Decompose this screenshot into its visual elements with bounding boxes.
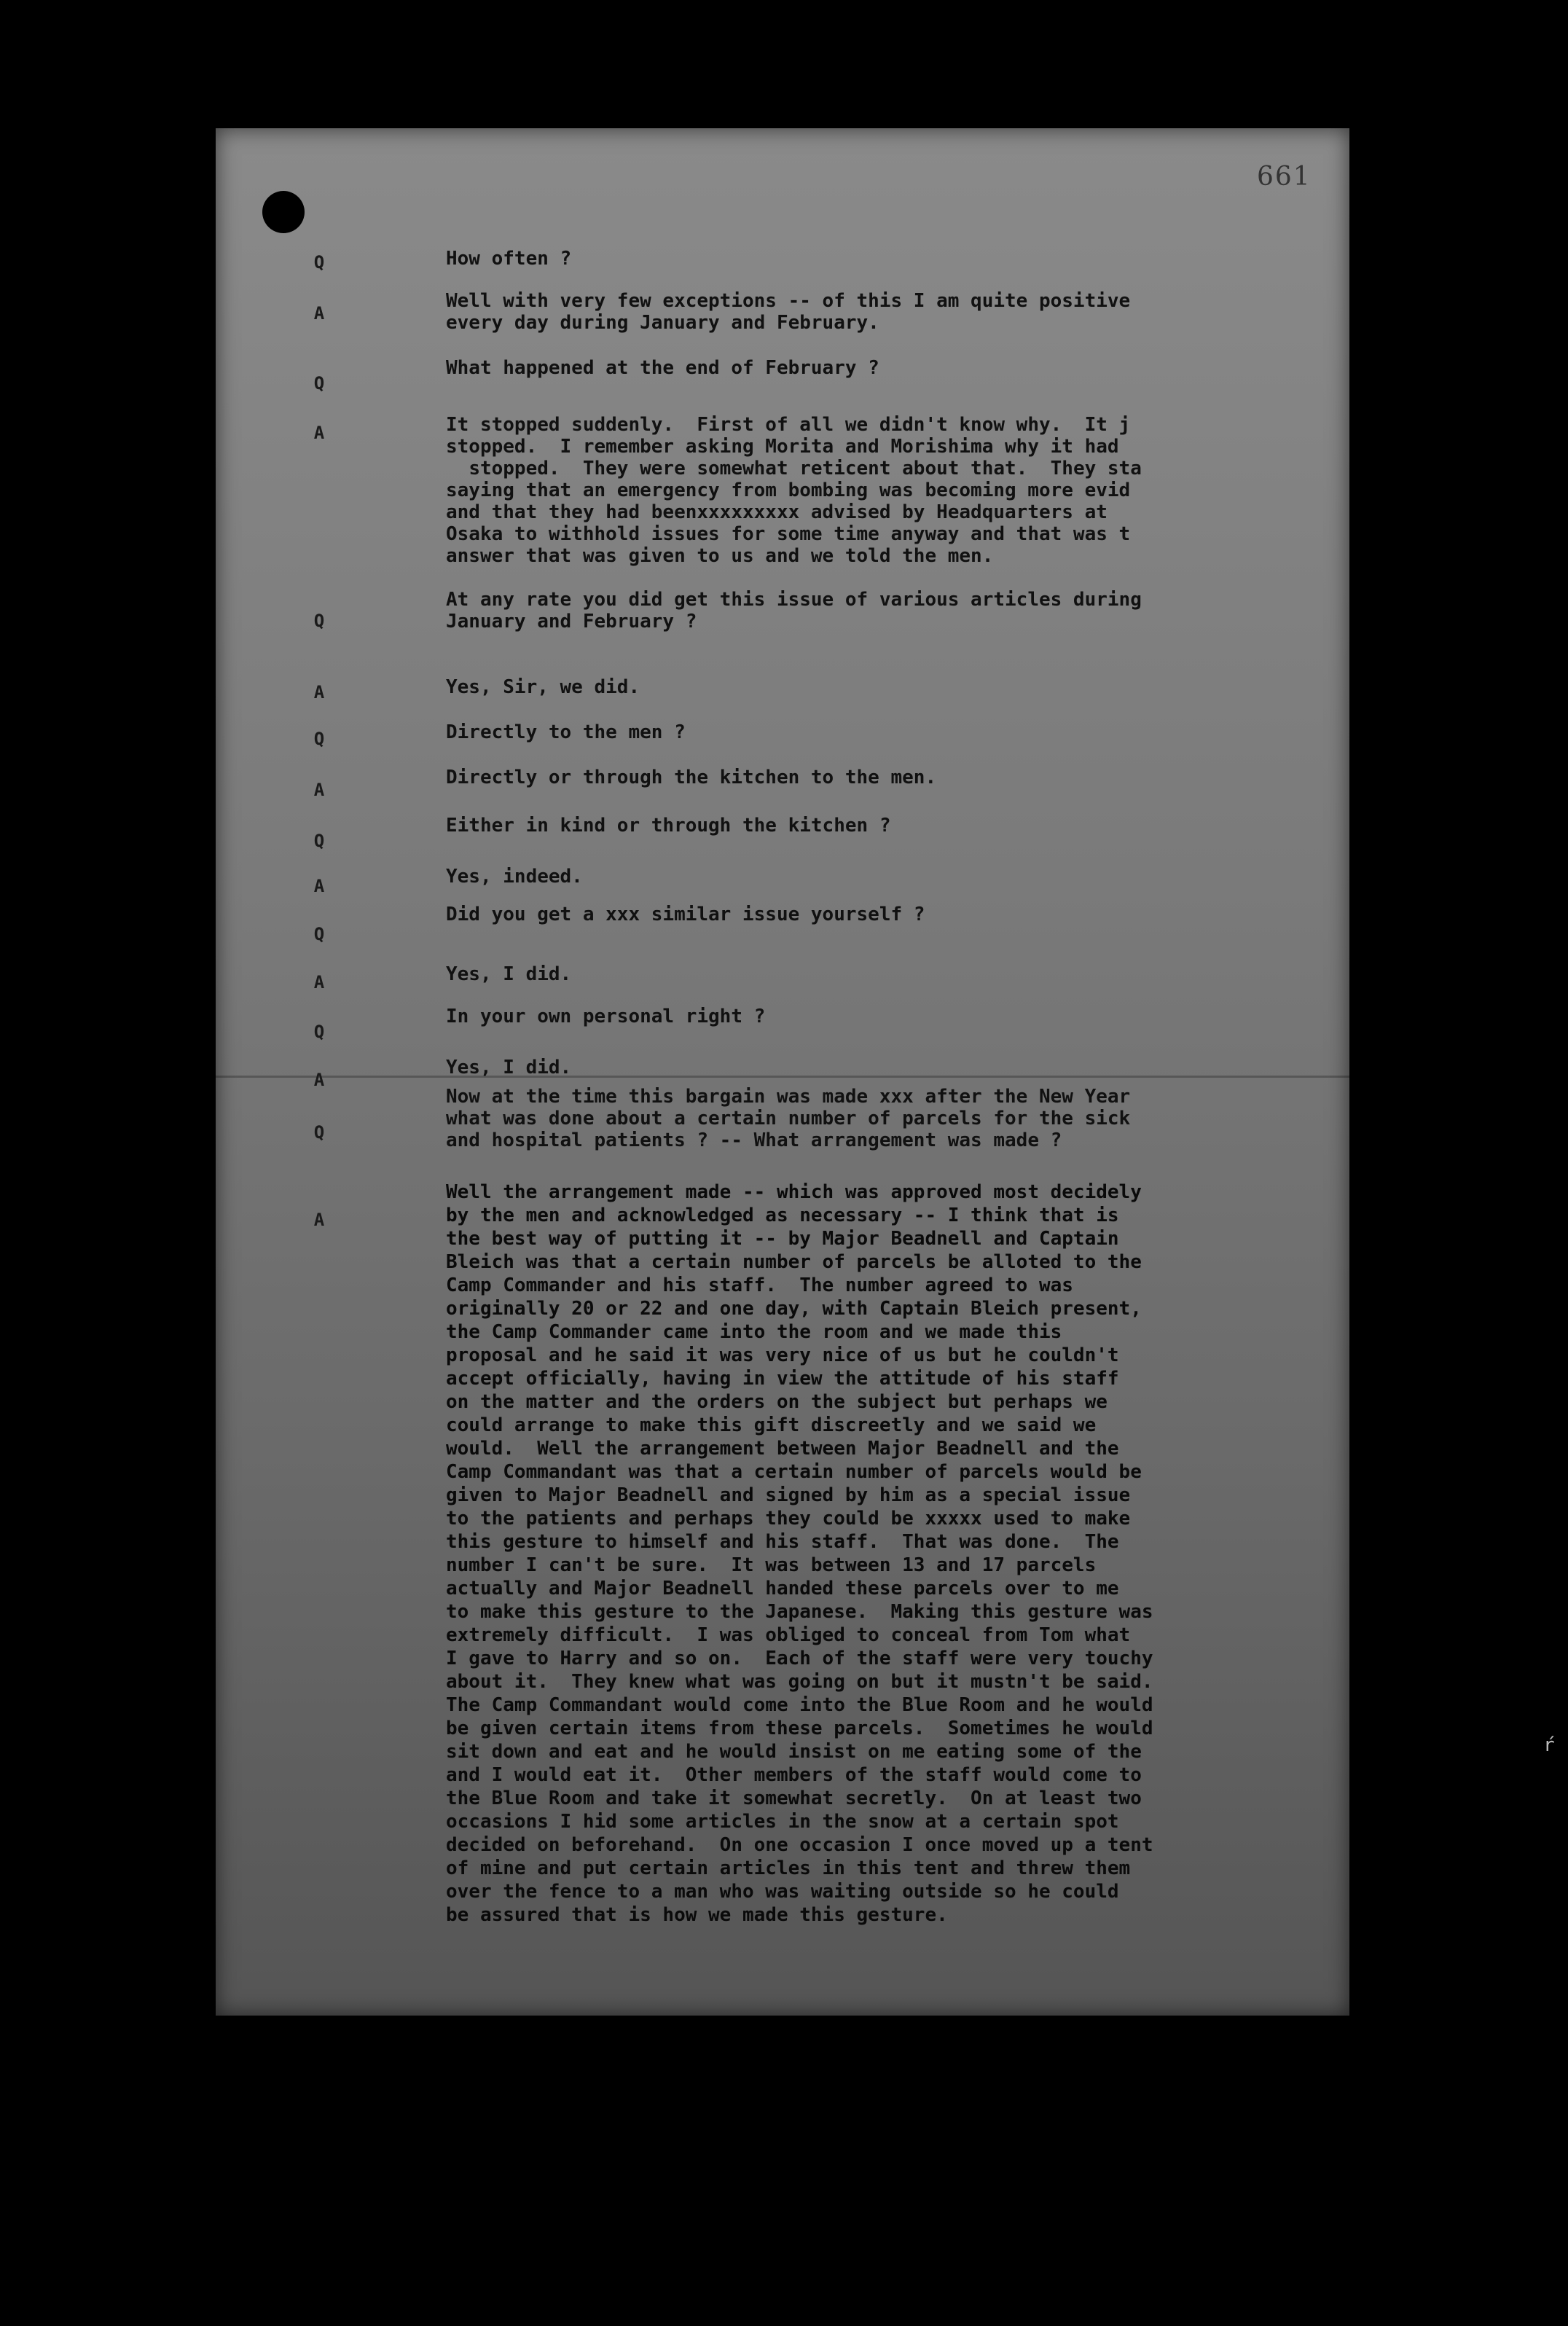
utterance-text: At any rate you did get this issue of various articles during January and February ?: [446, 589, 1142, 633]
speaker-label: A: [313, 423, 325, 443]
speaker-label: Q: [313, 373, 325, 393]
speaker-label: Q: [313, 1022, 325, 1042]
utterance-text: Did you get a xxx similar issue yourself ?: [446, 904, 925, 925]
speaker-label: Q: [313, 831, 325, 851]
utterance-text: How often ?: [446, 248, 572, 270]
speaker-label: A: [313, 1070, 325, 1090]
utterance-text: Directly to the men ?: [446, 721, 686, 743]
utterance-text: Yes, I did.: [446, 1057, 572, 1078]
utterance-text: Yes, Sir, we did.: [446, 676, 640, 698]
utterance-text: Yes, indeed.: [446, 866, 583, 888]
punch-hole: [262, 191, 305, 233]
speaker-label: A: [313, 972, 325, 992]
utterance-text: In your own personal right ?: [446, 1006, 766, 1027]
speaker-label: Q: [313, 611, 325, 631]
utterance-text: What happened at the end of February ?: [446, 357, 879, 379]
speaker-label: Q: [313, 1122, 325, 1143]
speaker-label: Q: [313, 729, 325, 749]
speaker-label: A: [313, 876, 325, 896]
speaker-label: A: [313, 1210, 325, 1230]
utterance-text: It stopped suddenly. First of all we didn't know why. It j stopped. I remember asking Morita and Morishima why it had stopped. They were somewhat reticent about that. They sta saying that an emergency from bombing was becoming more evid and that they had beenxxxxxxxxx advised by Headquarters at Osaka to withhold issues for some time anyway and that was t answer that was given to us and we told the men.: [446, 414, 1142, 567]
page-number: 661: [1257, 162, 1312, 192]
utterance-text: Yes, I did.: [446, 963, 572, 985]
speaker-label: Q: [313, 924, 325, 944]
speaker-label: A: [313, 303, 325, 324]
utterance-text: Well the arrangement made -- which was approved most decidely by the men and acknowledged as necessary -- I think that is the best way of putting it -- by Major Beadnell and Captain Bleich was that a certain number of parcels be alloted to the Camp Commander and his staff. The number agreed to was originally 20 or 22 and one day, with Captain Bleich present, the Camp Commander came into the room and we made this proposal and he said it was very nice of us but he couldn't accept officially, having in view the attitude of his staff on the matter and the orders on the subject but perhaps we could arrange to make this gift discreetly and we said we would. Well the arrangement between Major Beadnell and the Camp Commandant was that a certain number of parcels would be given to Major Beadnell and signed by him as a special issue to the patients and perhaps they could be xxxxx used to make this gesture to himself and his staff. That was done. The number I can't be sure. It was between 13 and 17 parcels actually and Major Beadnell handed these parcels over to me to make this gesture to the Japanese. Making this gesture was extremely difficult. I was obliged to conceal from Tom what I gave to Harry and so on. Each of the staff were very touchy about it. They knew what was going on but it mustn't be said. The Camp Commandant would come into the Blue Room and he would be given certain items from these parcels. Sometimes he would sit down and eat and he would insist on me eating some of the and I would eat it. Other members of the staff would come to the Blue Room and take it somewhat secretly. On at least two occasions I hid some articles in the snow at a certain spot decided on beforehand. On one occasion I once moved up a tent of mine and put certain articles in this tent and threw them over the fence to a man who was waiting outside so he could be assured that is how we made this gesture.: [446, 1181, 1153, 1926]
speaker-label: A: [313, 780, 325, 800]
speaker-label: Q: [313, 252, 325, 273]
utterance-text: Directly or through the kitchen to the men.: [446, 767, 937, 788]
speaker-label: A: [313, 682, 325, 702]
utterance-text: Well with very few exceptions -- of this I am quite positive every day during January and February.: [446, 290, 1131, 334]
utterance-text: Now at the time this bargain was made xxx after the New Year what was done about a certain number of parcels for the sick and hospital patients ? -- What arrangement was made ?: [446, 1086, 1131, 1151]
margin-mark: ŕ: [1543, 1734, 1555, 1756]
utterance-text: Either in kind or through the kitchen ?: [446, 815, 891, 837]
